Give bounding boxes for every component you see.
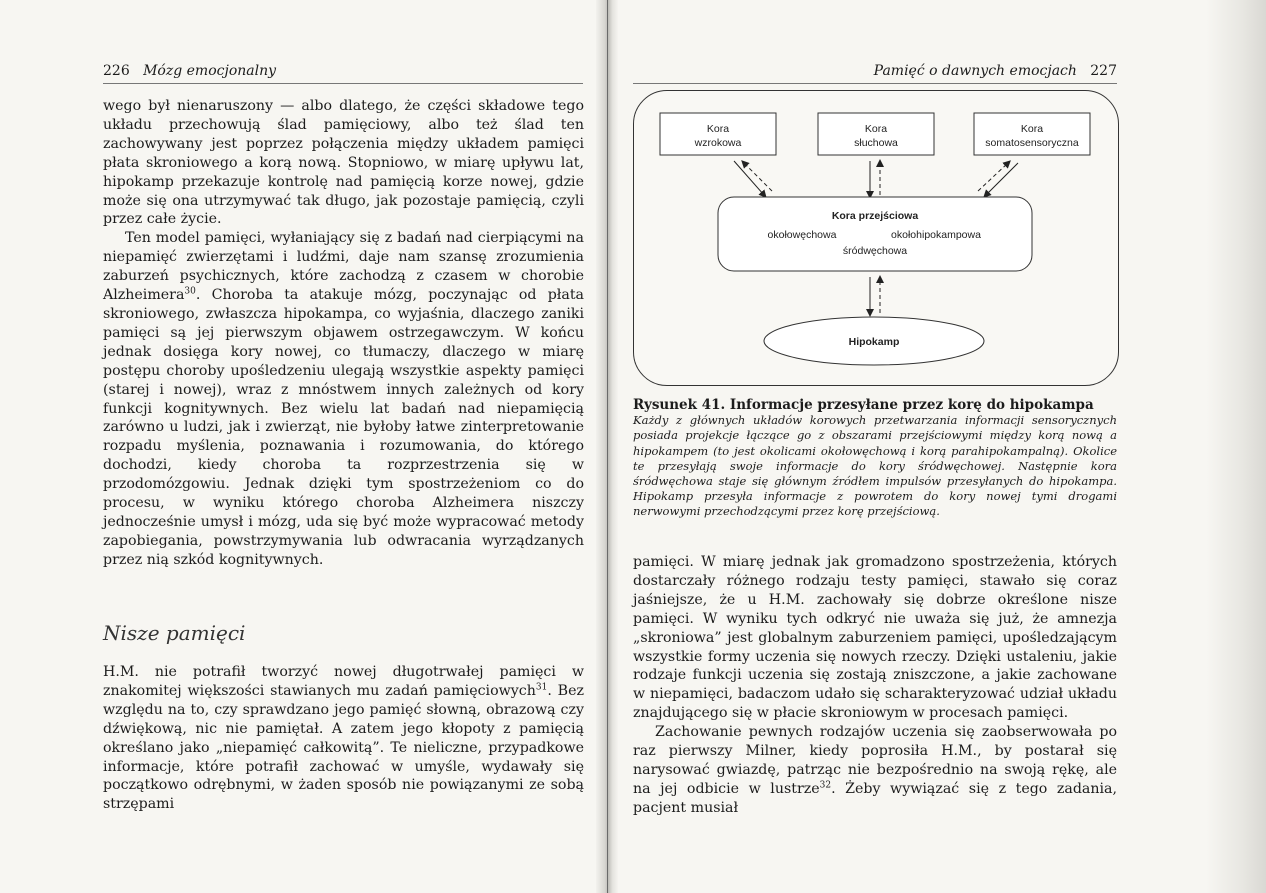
- left-paragraph-2a: Ten model pamięci, wyłaniający się z badań nad cierpiącymi na niepamięć zwierzętami i ludźmi, daje nam szansę zrozumienia zaburzeń psychicznych, które zachodzą z czasem w chorobie Alzheimera: [103, 230, 584, 304]
- node-perirhinal: okołowęchowa: [767, 229, 837, 241]
- gutter-line: [607, 0, 608, 893]
- diagram-svg: [634, 91, 1118, 385]
- left-section-paragraph: [103, 663, 584, 814]
- left-header-rule: [103, 83, 583, 84]
- caption-body: Każdy z głównych układów korowych przetwarzania informacji sensorycznych posiada projekcje łączące go z obszarami przejściowymi między korą nową a hipokampem (to jest okolicami okołowęchową i korą parahipokampalną). Okolice te przesyłają swoje informacje do kory śródwęchowej. Następnie kora śródwęchowa staje się głównym źródłem impulsów przesyłanych do hipokampa. Hipokamp przesyła informacje z powrotem do kory nowej tymi drogami nerwowymi przechodzącymi przez korę przejściową.: [633, 413, 1117, 519]
- right-chapter-title: Pamięć o dawnych emocjach: [873, 63, 1077, 79]
- left-body-text: [103, 97, 584, 570]
- figure-diagram: [633, 90, 1119, 386]
- node-parahippocampal: okołohipokampowa: [891, 229, 981, 241]
- section-para-a: H.M. nie potrafił tworzyć nowej długotrwałej pamięci w znakomitej większości stawianych mu zadań pamięciowych: [103, 664, 584, 699]
- node-transitional-cortex: [718, 197, 1032, 271]
- right-running-header: [633, 63, 1117, 79]
- left-running-header: [103, 63, 583, 79]
- left-section-text: [103, 663, 584, 814]
- node-auditory-line1: Kora: [864, 123, 888, 135]
- node-visual-line1: Kora: [706, 123, 730, 135]
- left-paragraph-1: wego był nienaruszony — albo dlatego, że części składowe tego układu przechowują ślad pamięciowy, albo też ślad ten zachowywany jest poprzez połączenia między układem pamięci płata skroniowego a korą nową. Stopniowo, w miarę upływu lat, hipokamp przekazuje kontrolę nad pamięcią korze nowej, gdzie może się ona utrzymywać tak długo, jak pozostaje pamięcią, czyli przez całe życie.: [103, 98, 584, 228]
- left-paragraph-2: [103, 229, 584, 569]
- node-visual-line2: wzrokowa: [694, 137, 742, 149]
- footnote-31: 31: [535, 682, 548, 693]
- footnote-32: 32: [819, 780, 832, 791]
- left-book-title: Mózg emocjonalny: [143, 63, 277, 79]
- right-paragraph-2b: . Żeby wywiązać się z tego zadania, pacjent musiał: [633, 780, 1118, 816]
- left-paragraph-2b: . Choroba ta atakuje mózg, poczynając od płata skroniowego, zwłaszcza hipokampa, co wyjaśnia, dlaczego zaniki pamięci są jej pierwszym objawem ostrzegawczym. W końcu jednak dosięga kory nowej, co tłumaczy, dlaczego w miarę postępu choroby upośledzeniu ulegają wszystkie aspekty pamięci (starej i nowej), wraz z mnóstwem innych zależnych od kory funkcji kognitywnych. Bez wielu lat badań nad niepamięcią zarówno u ludzi, jak i zwierząt, nie byłoby łatwe zinterpretowanie rozpadu myślenia, poznawania i rozumowania, do którego dochodzi, kiedy choroba ta rozprzestrzenia się w przodomózgowiu. Jednak dzięki tym spostrzeżeniom co do procesu, w wyniku którego choroba Alzheimera niszczy jednocześnie umysł i mózg, uda się być może wypracować metody zapobiegania, powstrzymywania lub odwracania wyrządzanych przez nią szkód kognitywnych.: [103, 287, 584, 568]
- arrow-visual-down: [734, 161, 764, 195]
- right-body-text: [633, 553, 1117, 818]
- figure-caption: [633, 398, 1117, 520]
- left-page-number: 226: [103, 63, 130, 79]
- page-edge-shadow: [1206, 0, 1266, 893]
- footnote-30: 30: [184, 286, 196, 297]
- node-hippocampus-label: Hipokamp: [848, 336, 900, 348]
- section-para-b: . Bez względu na to, czy sprawdzano jego pamięć słowną, obrazową czy dźwiękową, nic nie pamiętał. A zatem jego kłopoty z pamięcią określano jako „niepamięć całkowitą”. Te nieliczne, przypadkowe informacje, które potrafił zachować w umyśle, wydawały się początkowo odrębnymi, w żaden sposób nie powiązanymi ze sobą strzępami: [103, 682, 584, 813]
- right-page-number: 227: [1090, 63, 1117, 79]
- right-header-rule: [633, 83, 1117, 84]
- right-paragraph-1: pamięci. W miarę jednak jak gromadzono spostrzeżenia, których dostarczały różnego rodzaju testy pamięci, stawało się coraz jaśniejsze, że u H.M. zachowały się dobrze określone nisze pamięci. W wyniku tych odkryć nie uważa się już, że amnezja „skroniowa” jest globalnym zaburzeniem pamięci, upośledzającym wszystkie formy uczenia się nowych rzeczy. Dzięki ustaleniu, jakie rodzaje funkcji uczenia się zostają zniszczone, a jakie zachowane w niepamięci, badaczom udało się scharakteryzować udział układu znajdującego się w płacie skroniowym w procesach pamięci.: [633, 554, 1117, 722]
- section-title: Nisze pamięci: [103, 621, 246, 645]
- node-transitional-title: Kora przejściowa: [831, 210, 919, 222]
- node-auditory-line2: słuchowa: [854, 137, 898, 149]
- caption-title: Rysunek 41. Informacje przesyłane przez korę do hipokampa: [633, 397, 1094, 413]
- right-paragraph-2: [633, 723, 1117, 818]
- right-paragraph-2a: Zachowanie pewnych rodzajów uczenia się zaobserwowała po raz pierwszy Milner, kiedy poprosiła H.M., by postarał się narysować gwiazdę, patrząc nie bezpośrednio na swoją rękę, ale na jej odbicie w lustrze: [633, 724, 1117, 797]
- node-entorhinal: śródwęchowa: [842, 245, 908, 257]
- node-somato-line1: Kora: [1020, 123, 1044, 135]
- node-somato-line2: somatosensoryczna: [985, 137, 1079, 149]
